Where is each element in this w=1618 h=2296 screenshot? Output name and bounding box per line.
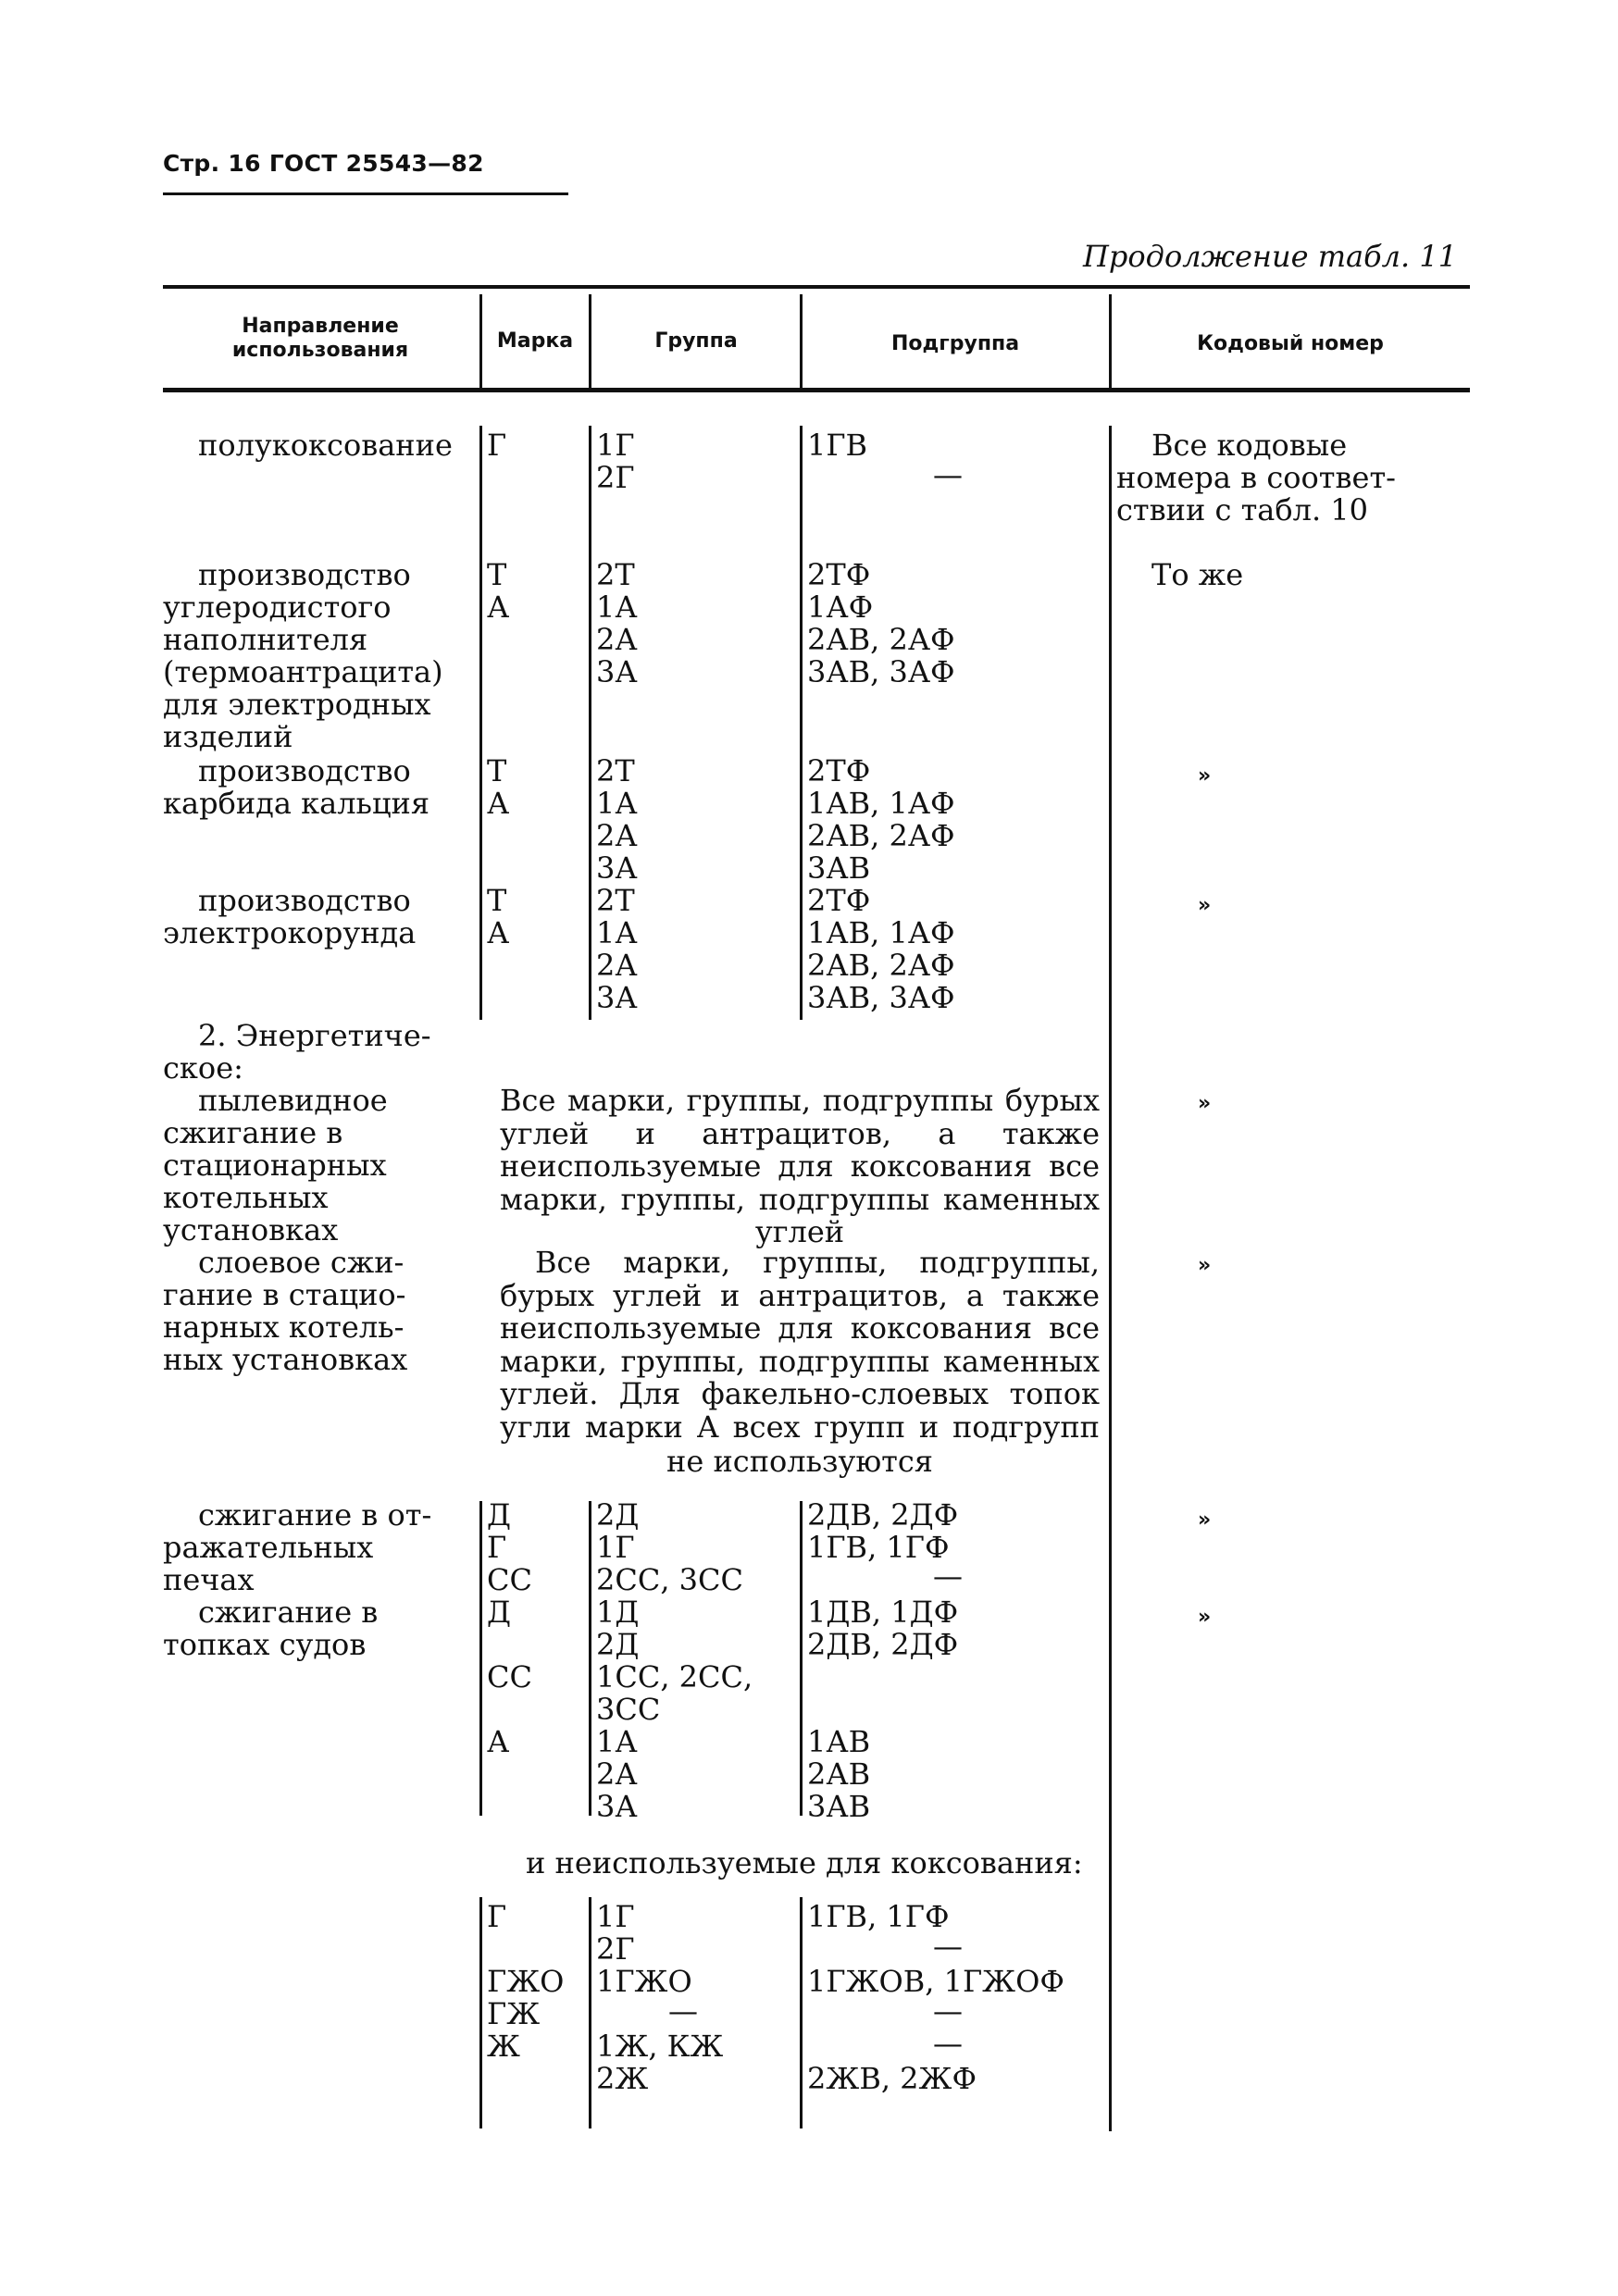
group-cell: 2Д — [596, 1627, 640, 1662]
group-cell: 2Г — [596, 1931, 635, 1967]
subgroup-cell: 1ГВ — [807, 428, 868, 463]
mark-cell: Г — [487, 1530, 507, 1565]
subgroup-cell: 1ГВ, 1ГФ — [807, 1530, 950, 1565]
mark-cell: Ж — [487, 2029, 520, 2064]
section-heading-energy: 2. Энергетиче- — [198, 1018, 431, 1053]
subgroup-cell: 1ГЖОВ, 1ГЖОФ — [807, 1964, 1064, 1999]
direction-electrocorundum: производство — [198, 883, 411, 918]
group-cell: 1Г — [596, 1530, 635, 1565]
group-cell: 2Т — [596, 753, 635, 788]
direction-ships: сжигание в — [198, 1595, 379, 1630]
direction-filler: углеродистого — [163, 590, 392, 625]
mark-cell: А — [487, 1724, 510, 1759]
subgroup-cell: 2ДВ, 2ДФ — [807, 1497, 959, 1533]
body-vrule — [800, 1501, 803, 1816]
column-header-mark: Марка — [496, 329, 574, 353]
column-header-code: Кодовый номер — [1197, 332, 1384, 355]
direction-semicoking: полукоксование — [198, 428, 453, 463]
direction-pulverized: пылевидное — [198, 1083, 388, 1118]
mark-cell: А — [487, 915, 510, 950]
direction-filler: (термоантрацита) — [163, 654, 443, 689]
direction-pulverized: котельных — [163, 1180, 329, 1215]
body-vrule — [479, 426, 482, 1020]
body-vrule — [589, 426, 591, 1020]
code-cell: » — [1198, 1092, 1212, 1115]
code-cell: » — [1198, 1254, 1212, 1277]
direction-filler: наполнителя — [163, 622, 368, 657]
column-header-group: Группа — [654, 329, 738, 353]
page-header: Стр. 16 ГОСТ 25543—82 — [163, 150, 484, 177]
direction-reverb: печах — [163, 1562, 255, 1597]
direction-electrocorundum: электрокорунда — [163, 915, 417, 950]
mark-cell: СС — [487, 1562, 532, 1597]
code-cell: » — [1198, 764, 1212, 788]
column-header-subgroup: Подгруппа — [890, 332, 1020, 355]
header-vrule — [589, 294, 591, 391]
group-cell: 3А — [596, 654, 638, 689]
direction-carbide: карбида кальция — [163, 786, 430, 821]
mark-cell: Т — [487, 883, 507, 918]
mark-cell: ГЖО — [487, 1964, 565, 1999]
group-cell: 1Г — [596, 1899, 635, 1934]
subgroup-cell: — — [933, 457, 963, 492]
subgroup-cell: 2АВ — [807, 1756, 871, 1792]
mark-cell: ГЖ — [487, 1996, 541, 2031]
header-underline — [163, 192, 568, 195]
subgroup-cell: — — [933, 1929, 963, 1964]
subgroup-cell: 2ТФ — [807, 557, 871, 592]
group-cell: 2А — [596, 948, 638, 983]
direction-reverb: сжигание в от- — [198, 1497, 432, 1533]
group-cell: 2Ж — [596, 2061, 649, 2096]
direction-filler: для электродных — [163, 687, 431, 722]
merged-description-last-line: не используются — [666, 1444, 933, 1479]
subgroup-cell: 1АВ — [807, 1724, 871, 1759]
direction-layer: гание в стацио- — [163, 1277, 406, 1312]
subgroup-cell: 2АВ, 2АФ — [807, 948, 955, 983]
mark-cell: Г — [487, 428, 507, 463]
group-cell: — — [668, 1993, 698, 2029]
direction-layer: слоевое сжи- — [198, 1245, 404, 1280]
group-cell: 3А — [596, 980, 638, 1015]
code-cell: » — [1198, 894, 1212, 917]
body-vrule — [479, 1501, 482, 1816]
group-cell: 2Т — [596, 883, 635, 918]
direction-filler: производство — [198, 557, 411, 592]
header-vrule — [800, 294, 803, 391]
group-cell: 2СС, 3СС — [596, 1562, 743, 1597]
code-cell: То же — [1151, 557, 1244, 592]
column-header-direction: Направление использования — [231, 315, 409, 362]
group-cell: 1А — [596, 786, 638, 821]
subgroup-cell: 2ЖВ, 2ЖФ — [807, 2061, 977, 2096]
subgroup-cell: — — [933, 1993, 963, 2029]
mark-cell: А — [487, 786, 510, 821]
subgroup-cell: 1АФ — [807, 590, 874, 625]
group-cell: 2Т — [596, 557, 635, 592]
group-cell: 1ГЖО — [596, 1964, 692, 1999]
group-cell: 1А — [596, 1724, 638, 1759]
mark-cell: Д — [487, 1595, 512, 1630]
subgroup-cell: 1ГВ, 1ГФ — [807, 1899, 950, 1934]
subgroup-cell: 3АВ — [807, 1789, 871, 1824]
direction-layer: ных установках — [163, 1342, 408, 1377]
section-heading-energy: ское: — [163, 1050, 243, 1086]
group-cell: 3А — [596, 1789, 638, 1824]
direction-ships: топках судов — [163, 1627, 367, 1662]
code-cell: ствии с табл. 10 — [1116, 492, 1368, 527]
group-cell: 1А — [596, 915, 638, 950]
subgroup-cell: 2АВ, 2АФ — [807, 818, 955, 853]
unused-for-coking-heading: и неиспользуемые для коксования: — [526, 1845, 1083, 1880]
group-cell: 1Д — [596, 1595, 640, 1630]
group-cell: 2Г — [596, 460, 635, 495]
group-cell: 2А — [596, 1756, 638, 1792]
direction-pulverized: стационарных — [163, 1148, 387, 1183]
subgroup-cell: — — [933, 1558, 963, 1594]
subgroup-cell: 2ТФ — [807, 753, 871, 788]
subgroup-cell: 1АВ, 1АФ — [807, 915, 955, 950]
group-cell: 3СС — [596, 1692, 661, 1727]
group-cell: 3А — [596, 850, 638, 886]
direction-carbide: производство — [198, 753, 411, 788]
subgroup-cell: 1ДВ, 1ДФ — [807, 1595, 959, 1630]
table-header-rule — [163, 388, 1470, 392]
merged-description-last-line: углей — [754, 1214, 845, 1249]
mark-cell: СС — [487, 1659, 532, 1694]
body-vrule — [800, 426, 803, 1020]
direction-pulverized: установках — [163, 1212, 339, 1247]
direction-pulverized: сжигание в — [163, 1115, 343, 1150]
mark-cell: Т — [487, 753, 507, 788]
group-cell: 2Д — [596, 1497, 640, 1533]
code-cell: Все кодовые — [1151, 428, 1348, 463]
group-cell: 2А — [596, 818, 638, 853]
subgroup-cell: 1АВ, 1АФ — [807, 786, 955, 821]
subgroup-cell: 3АВ, 3АФ — [807, 654, 955, 689]
body-vrule — [479, 1897, 482, 2128]
group-cell: 1СС, 2СС, — [596, 1659, 753, 1694]
code-cell: » — [1198, 1606, 1212, 1629]
mark-cell: Т — [487, 557, 507, 592]
subgroup-cell: 2ТФ — [807, 883, 871, 918]
mark-cell: Д — [487, 1497, 512, 1533]
direction-reverb: ражательных — [163, 1530, 374, 1565]
subgroup-cell: 3АВ — [807, 850, 871, 886]
direction-layer: нарных котель- — [163, 1309, 404, 1345]
group-cell: 1Ж, КЖ — [596, 2029, 724, 2064]
merged-description-layer: Все марки, группы, подгруппы, бурых углей и антрацитов, а также неиспользуемые для коксования все марки, группы, подгруппы каменных углей. Для факельно-слоевых топок угли марки А всех групп и подгрупп — [500, 1245, 1100, 1445]
group-cell: 1А — [596, 590, 638, 625]
body-vrule — [589, 1897, 591, 2128]
subgroup-cell: 3АВ, 3АФ — [807, 980, 955, 1015]
group-cell: 2А — [596, 622, 638, 657]
subgroup-cell: 2АВ, 2АФ — [807, 622, 955, 657]
code-cell: » — [1198, 1508, 1212, 1532]
body-vrule — [800, 1897, 803, 2128]
table-caption: Продолжение табл. 11 — [1083, 239, 1458, 274]
subgroup-cell: 2ДВ, 2ДФ — [807, 1627, 959, 1662]
subgroup-cell: — — [933, 2026, 963, 2061]
body-vrule — [1109, 1088, 1112, 1477]
mark-cell: Г — [487, 1899, 507, 1934]
code-cell: номера в соответ- — [1116, 460, 1396, 495]
table-top-rule — [163, 285, 1470, 289]
header-vrule — [479, 294, 482, 391]
header-vrule — [1109, 294, 1112, 391]
group-cell: 1Г — [596, 428, 635, 463]
merged-description-pulverized: Все марки, группы, подгруппы бурых углей и антрацитов, а также неиспользуемые для коксования все марки, группы, подгруппы каменных — [500, 1083, 1100, 1217]
mark-cell: А — [487, 590, 510, 625]
direction-filler: изделий — [163, 719, 293, 754]
body-vrule — [589, 1501, 591, 1816]
